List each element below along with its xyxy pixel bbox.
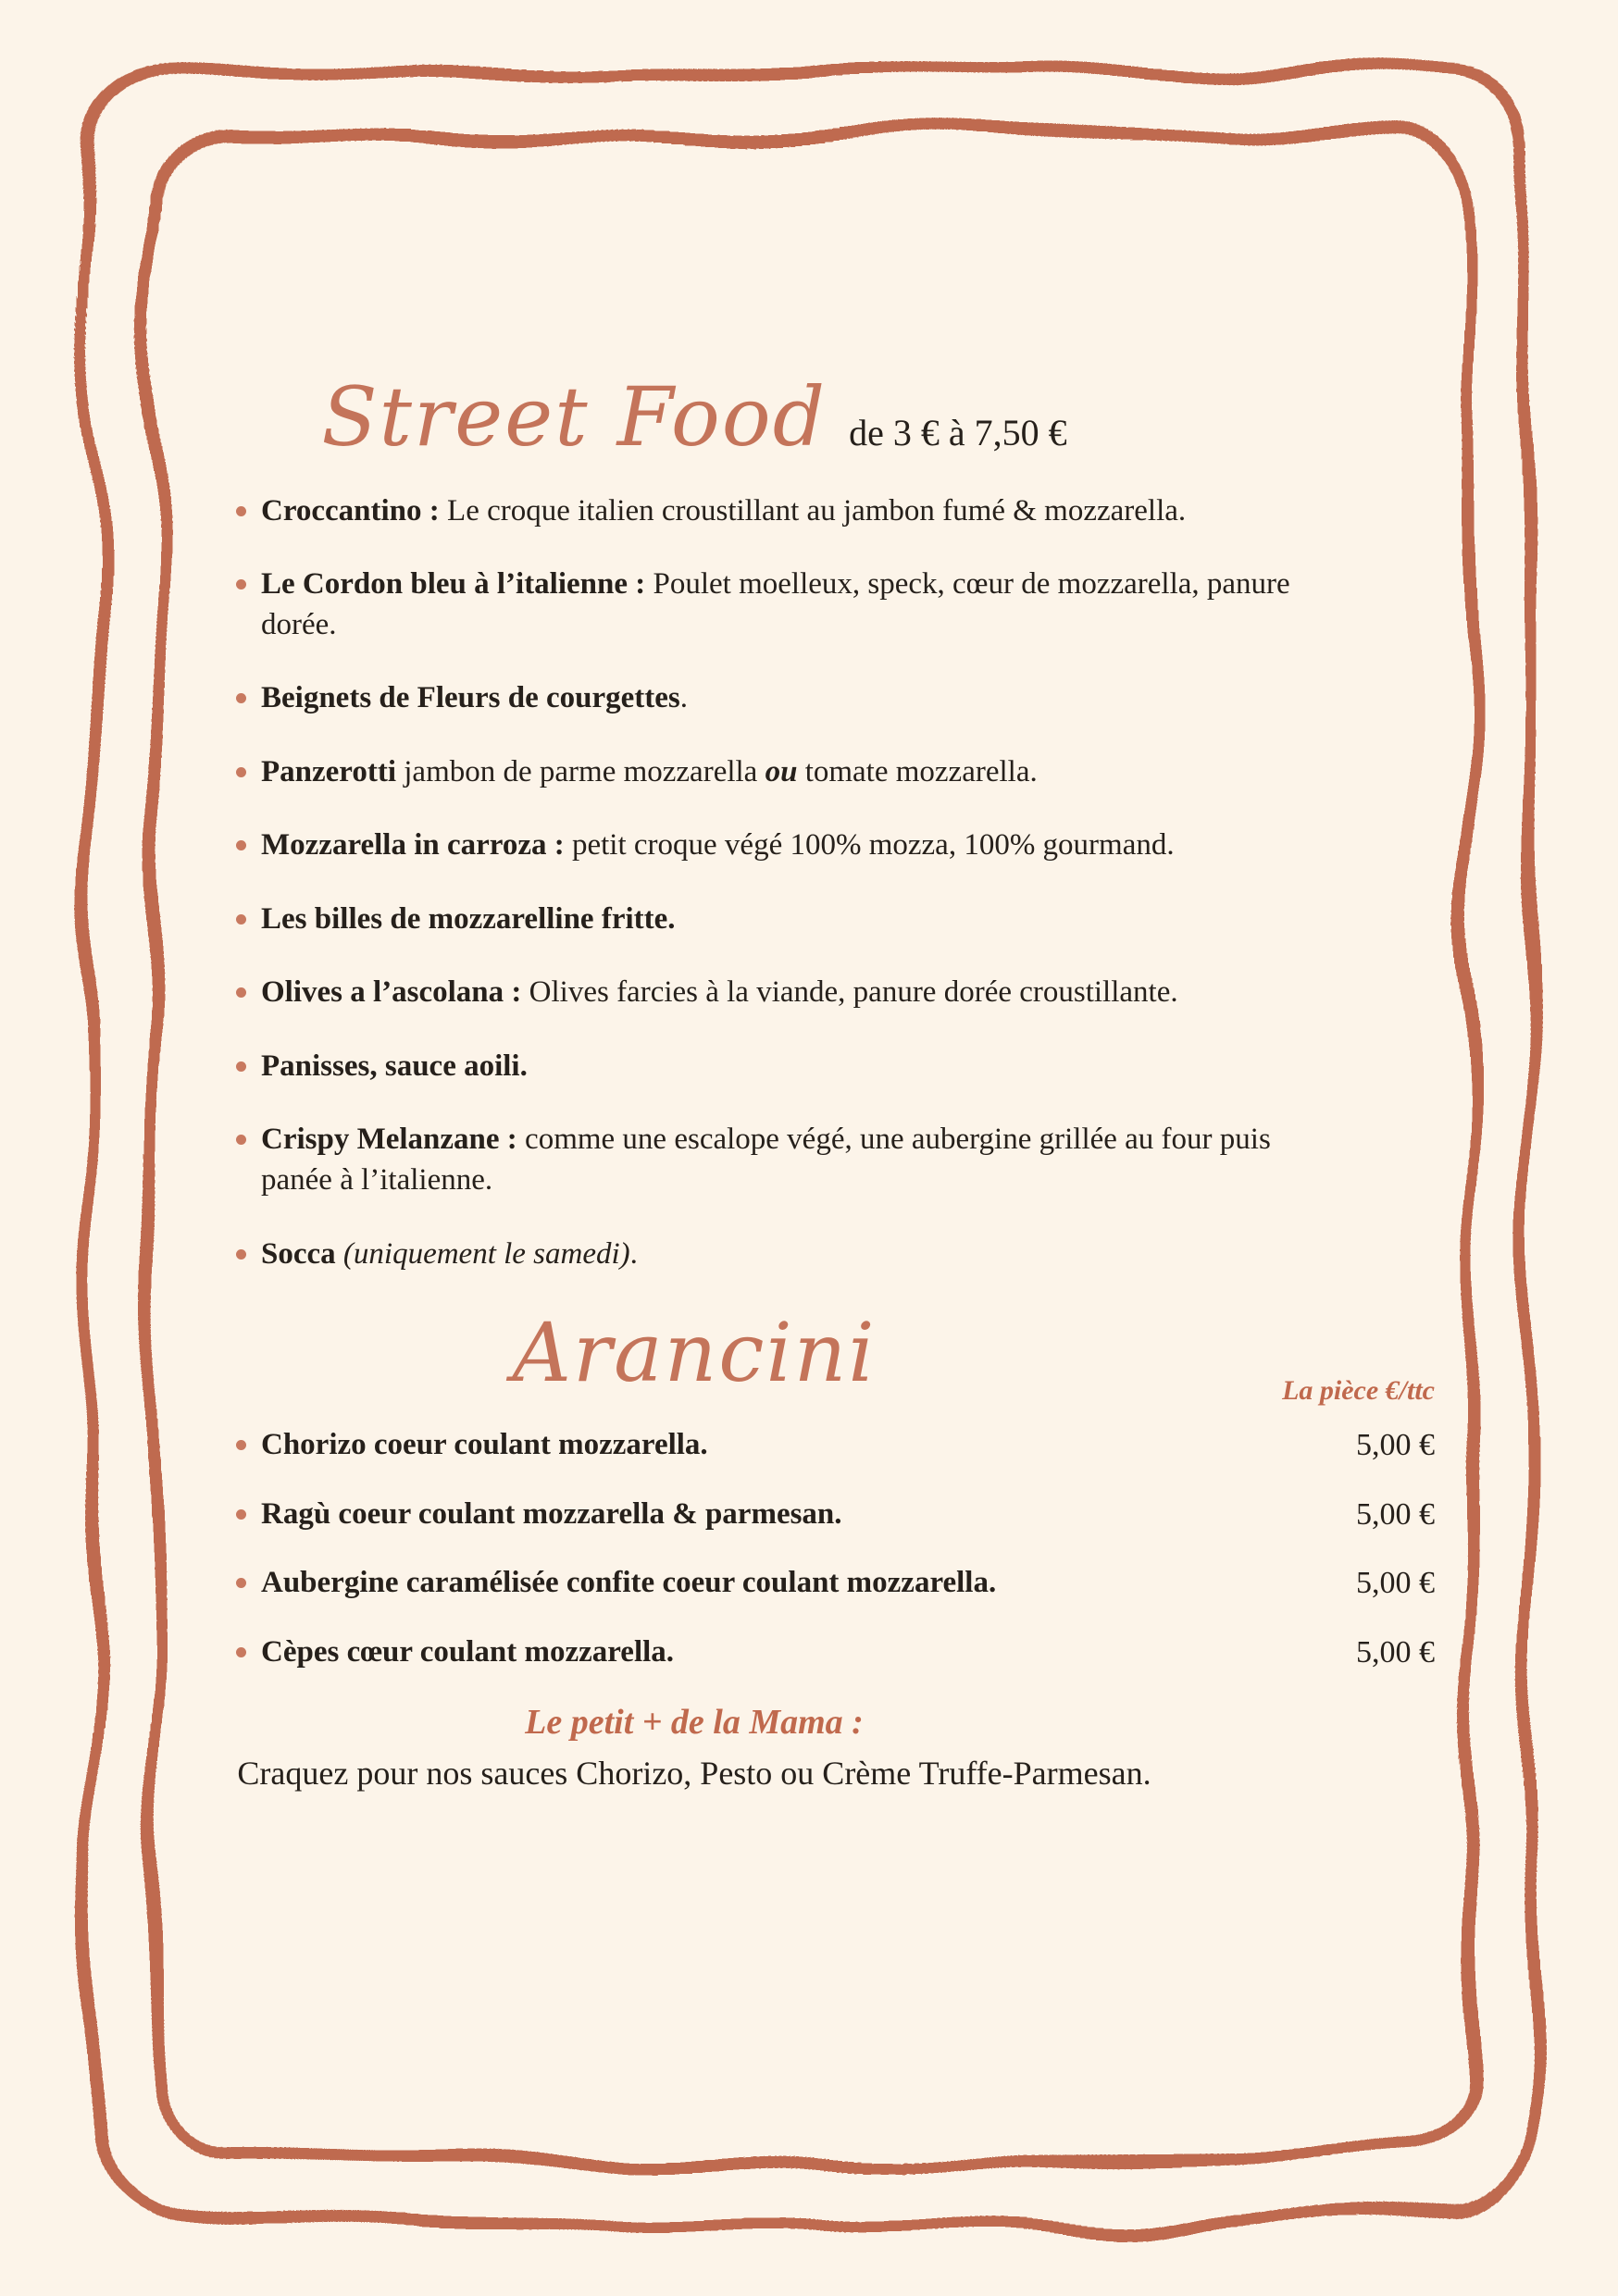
menu-item: [236, 825, 1333, 866]
item-name: Croccantino :: [261, 493, 440, 527]
menu-item-text: [261, 1632, 1281, 1673]
bullet-icon: [236, 1647, 246, 1657]
bullet-icon: [236, 1509, 246, 1520]
arancini-title: Arancini: [512, 1305, 877, 1401]
street-food-title: Street Food: [321, 369, 828, 465]
street-food-header: [236, 369, 1152, 465]
street-food-price-range: de 3 € à 7,50 €: [849, 412, 1067, 453]
menu-item: [236, 491, 1333, 532]
bullet-icon: [236, 1061, 246, 1072]
item-name: Les billes de mozzarelline fritte.: [261, 901, 676, 936]
item-desc: Poulet moelleux, speck, cœur de mozzarella, panure dorée.: [261, 567, 1290, 641]
menu-item-text: [261, 1235, 1333, 1275]
menu-item: [236, 1235, 1333, 1275]
arancini-list: [236, 1425, 1435, 1675]
bullet-icon: [236, 506, 246, 516]
item-name: Mozzarella in carroza :: [261, 828, 565, 863]
item-price: 5,00 €: [1356, 1496, 1435, 1532]
bullet-icon: [236, 1440, 246, 1450]
item-price: 5,00 €: [1356, 1635, 1435, 1670]
menu-item: [236, 565, 1333, 645]
menu-item: [236, 1632, 1435, 1674]
item-name: Socca: [261, 1236, 336, 1271]
item-name: Olives a l’ascolana :: [261, 975, 522, 1010]
menu-item: [236, 1425, 1435, 1467]
item-name: Aubergine caramélisée confite coeur coulant mozzarella.: [261, 1566, 997, 1600]
menu-item: [236, 1047, 1333, 1087]
menu-item-text: [261, 973, 1333, 1013]
bullet-icon: [236, 1249, 246, 1260]
item-name: Panisses, sauce aoili.: [261, 1049, 528, 1083]
menu-item: [236, 1495, 1435, 1536]
bullet-icon: [236, 987, 246, 998]
menu-item-text: [261, 1563, 1281, 1604]
menu-item-text: [261, 1425, 1281, 1466]
bullet-icon: [236, 1578, 246, 1588]
item-desc: Olives farcies à la viande, panure dorée croustillante.: [529, 975, 1178, 1010]
bullet-icon: [236, 914, 246, 925]
menu-item: [236, 900, 1333, 940]
item-desc: comme une escalope végé, une aubergine grillée au four puis panée à l’italienne.: [261, 1123, 1271, 1198]
menu-item-text: [261, 1047, 1333, 1087]
bullet-icon: [236, 1135, 246, 1145]
menu-item: [236, 752, 1333, 793]
arancini-header: [236, 1305, 1435, 1406]
item-name: Panzerotti: [261, 754, 397, 788]
arancini-price-column-label: La pièce €/ttc: [1282, 1374, 1435, 1406]
item-name: Le Cordon bleu à l’italienne :: [261, 567, 646, 602]
item-desc: tomate mozzarella.: [804, 754, 1038, 788]
item-conjunction: ou: [765, 754, 798, 788]
menu-item-text: [261, 678, 1333, 719]
menu-item-text: [261, 491, 1333, 532]
menu-item-text: [261, 1120, 1333, 1200]
item-desc: jambon de parme mozzarella: [404, 754, 758, 788]
item-desc: petit croque végé 100% mozza, 100% gourmand.: [571, 828, 1175, 863]
menu-item-text: [261, 1495, 1281, 1535]
bullet-icon: [236, 579, 246, 590]
bullet-icon: [236, 767, 246, 777]
menu-content: [236, 0, 1435, 1793]
footer-highlight: Le petit + de la Mama :: [525, 1703, 864, 1743]
item-name: Crispy Melanzane :: [261, 1123, 517, 1157]
menu-item-text: [261, 900, 1333, 940]
item-price: 5,00 €: [1356, 1427, 1435, 1462]
menu-item: [236, 1563, 1435, 1605]
item-desc: .: [679, 681, 688, 715]
item-price: 5,00 €: [1356, 1566, 1435, 1601]
menu-item-text: [261, 752, 1333, 793]
item-name: Ragù coeur coulant mozzarella & parmesan.: [261, 1496, 842, 1531]
bullet-icon: [236, 840, 246, 850]
menu-item: [236, 973, 1333, 1013]
item-desc: .: [629, 1236, 638, 1271]
footer-note: [236, 1702, 1152, 1793]
item-name: Beignets de Fleurs de courgettes: [261, 681, 680, 715]
item-name: Cèpes cœur coulant mozzarella.: [261, 1635, 675, 1669]
menu-item: [236, 1120, 1333, 1200]
menu-item-text: [261, 825, 1333, 866]
item-desc: Le croque italien croustillant au jambon fumé & mozzarella.: [447, 493, 1187, 527]
footer-text: Craquez pour nos sauces Chorizo, Pesto ou Crème Truffe-Parmesan.: [237, 1755, 1151, 1793]
item-note: (uniquement le samedi): [342, 1236, 630, 1271]
menu-item-text: [261, 565, 1333, 645]
street-food-list: [236, 491, 1333, 1275]
item-name: Chorizo coeur coulant mozzarella.: [261, 1427, 708, 1461]
menu-item: [236, 678, 1333, 719]
bullet-icon: [236, 693, 246, 703]
